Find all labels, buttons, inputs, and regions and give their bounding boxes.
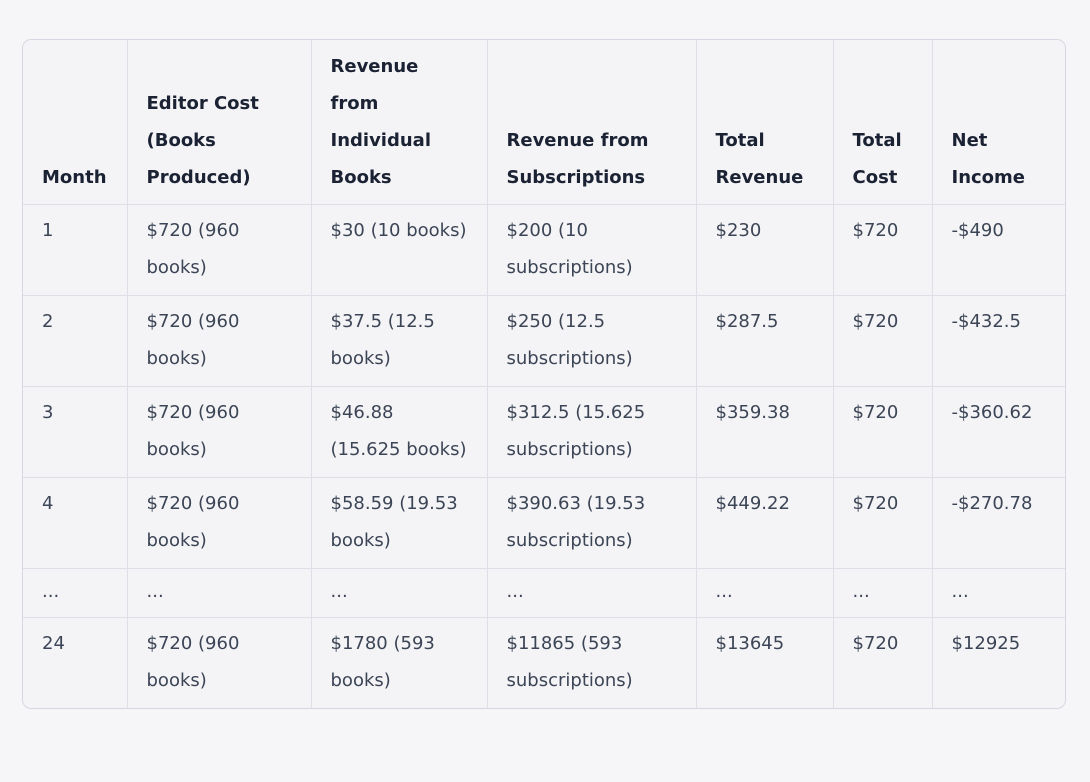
cell-total-cost: $720 — [833, 205, 932, 296]
cell-revenue-individual-books: $30 (10 books) — [311, 205, 487, 296]
table-row-month-2 — [23, 296, 1066, 387]
cell-month: 4 — [23, 478, 127, 569]
column-header-total-cost: Total Cost — [833, 40, 932, 205]
cell-revenue-individual-books: $37.5 (12.5 books) — [311, 296, 487, 387]
cell-total-cost: $720 — [833, 618, 932, 709]
cell-editor-cost: $720 (960 books) — [127, 296, 311, 387]
header-row — [23, 40, 1066, 205]
cell-net-income: ... — [932, 569, 1066, 618]
cell-total-cost: $720 — [833, 296, 932, 387]
table-row-ellipsis — [23, 569, 1066, 618]
cell-revenue-individual-books: ... — [311, 569, 487, 618]
column-header-total-revenue: Total Revenue — [696, 40, 833, 205]
cell-revenue-individual-books: $46.88 (15.625 books) — [311, 387, 487, 478]
table-row-month-24 — [23, 618, 1066, 709]
cell-editor-cost: $720 (960 books) — [127, 478, 311, 569]
column-header-net-income: Net Income — [932, 40, 1066, 205]
cell-net-income: -$360.62 — [932, 387, 1066, 478]
cell-net-income: $12925 — [951, 633, 1021, 654]
cell-revenue-subscriptions: ... — [487, 569, 696, 618]
column-header-revenue-subscriptions: Revenue from Subscriptions — [487, 40, 696, 205]
cell-editor-cost: $720 (960 books) — [127, 618, 311, 709]
cell-month: 1 — [23, 205, 127, 296]
cell-total-cost: $720 — [833, 478, 932, 569]
cell-month: 2 — [23, 296, 127, 387]
table-row-month-4 — [23, 478, 1066, 569]
cell-net-income: -$490 — [932, 205, 1066, 296]
cell-editor-cost: $720 (960 books) — [127, 205, 311, 296]
table-row-month-1 — [23, 205, 1066, 296]
cell-net-income: -$432.5 — [932, 296, 1066, 387]
cell-month: ... — [23, 569, 127, 618]
cell-revenue-subscriptions: $250 (12.5 subscriptions) — [487, 296, 696, 387]
cell-net-income: -$270.78 — [932, 478, 1066, 569]
cell-total-revenue: ... — [696, 569, 833, 618]
cell-month: 3 — [23, 387, 127, 478]
cell-editor-cost: ... — [127, 569, 311, 618]
cell-total-revenue: $449.22 — [696, 478, 833, 569]
cell-total-cost: ... — [833, 569, 932, 618]
financial-projection-table-container — [22, 39, 1066, 709]
cell-total-cost: $720 — [833, 387, 932, 478]
table-row-month-3 — [23, 387, 1066, 478]
cell-revenue-subscriptions: $11865 (593 subscriptions) — [487, 618, 696, 709]
column-header-month: Month — [23, 40, 127, 205]
cell-total-revenue: $359.38 — [696, 387, 833, 478]
cell-total-revenue: $230 — [696, 205, 833, 296]
cell-total-revenue: $13645 — [696, 618, 833, 709]
cell-revenue-individual-books: $1780 (593 books) — [311, 618, 487, 709]
financial-projection-table — [23, 40, 1066, 708]
cell-revenue-subscriptions: $200 (10 subscriptions) — [487, 205, 696, 296]
column-header-revenue-individual-books: Revenue from Individual Books — [311, 40, 487, 205]
cell-editor-cost: $720 (960 books) — [127, 387, 311, 478]
cell-revenue-subscriptions: $312.5 (15.625 subscriptions) — [487, 387, 696, 478]
cell-revenue-subscriptions: $390.63 (19.53 subscriptions) — [487, 478, 696, 569]
column-header-editor-cost: Editor Cost (Books Produced) — [127, 40, 311, 205]
cell-revenue-individual-books: $58.59 (19.53 books) — [311, 478, 487, 569]
cell-total-revenue: $287.5 — [696, 296, 833, 387]
cell-month: 24 — [23, 618, 127, 709]
